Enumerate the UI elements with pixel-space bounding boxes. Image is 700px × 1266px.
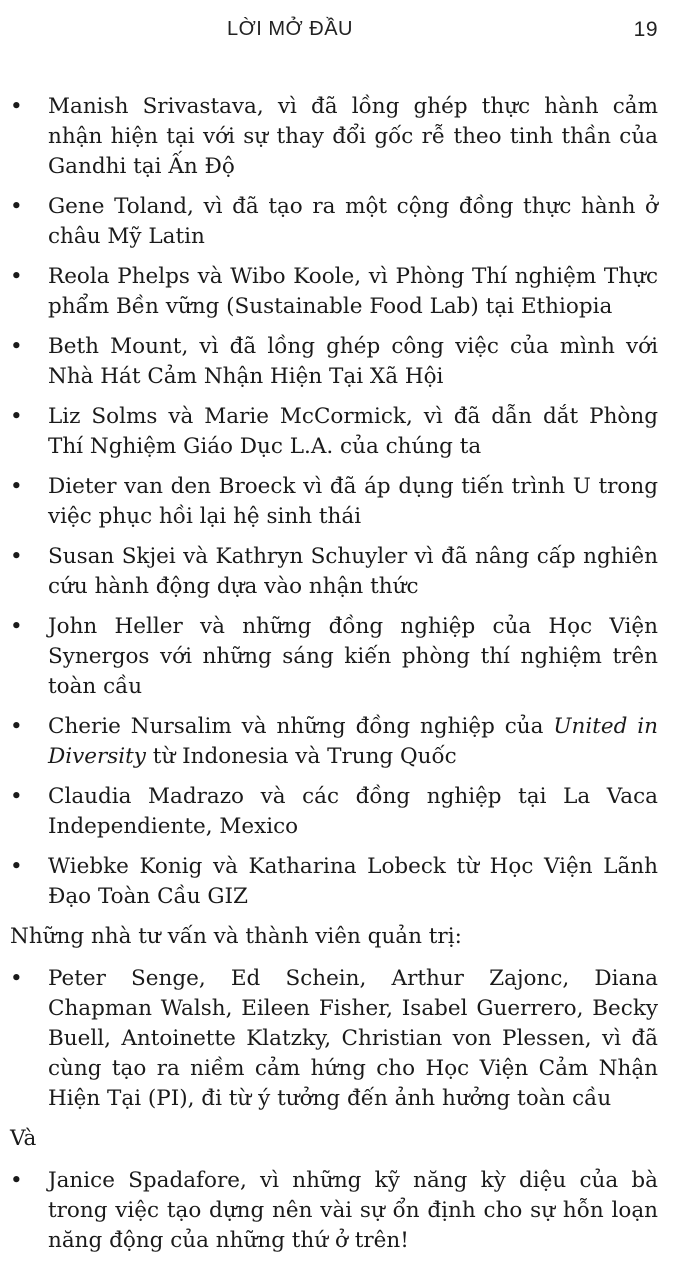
page-header [0, 14, 700, 48]
and-heading: Và [10, 1126, 37, 1151]
list-item [10, 92, 658, 182]
list-item [10, 402, 658, 462]
chapter-title: LỜI MỞ ĐẦU [227, 18, 353, 40]
list-item-italic-text: United in Diversity [48, 714, 658, 769]
list-item [10, 612, 658, 702]
bullet-icon: • [10, 966, 23, 991]
bullet-icon: • [10, 544, 23, 569]
bullet-icon: • [10, 714, 23, 739]
list-item [10, 332, 658, 392]
list-item-text: Susan Skjei và Kathryn Schuyler vì đã nâng cấp nghiên cứu hành động dựa vào nhận thức [48, 544, 658, 599]
page-number: 19 [633, 18, 658, 41]
final-list [10, 1166, 658, 1256]
list-item-text: Janice Spadafore, vì những kỹ năng kỳ diệu của bà trong việc tạo dựng nên vài sự ổn định cho sự hỗn loạn năng động của những thứ ở trên! [48, 1168, 658, 1253]
advisors-list [10, 964, 658, 1114]
list-item [10, 262, 658, 322]
bullet-icon: • [10, 474, 23, 499]
list-item [10, 712, 658, 772]
bullet-icon: • [10, 784, 23, 809]
advisors-heading: Những nhà tư vấn và thành viên quản trị: [10, 924, 462, 949]
bullet-icon: • [10, 1168, 23, 1193]
list-item-text: Manish Srivastava, vì đã lồng ghép thực hành cảm nhận hiện tại với sự thay đổi gốc rễ theo tinh thần của Gandhi tại Ấn Độ [48, 94, 658, 179]
list-item [10, 1166, 658, 1256]
list-item-text: từ Indonesia và Trung Quốc [145, 744, 457, 769]
list-item [10, 782, 658, 842]
bullet-icon: • [10, 404, 23, 429]
bullet-icon: • [10, 854, 23, 879]
list-item-text: Liz Solms và Marie McCormick, vì đã dẫn dắt Phòng Thí Nghiệm Giáo Dục L.A. của chúng ta [48, 404, 658, 459]
bullet-icon: • [10, 334, 23, 359]
list-item-text: Cherie Nursalim và những đồng nghiệp của [48, 714, 554, 739]
bullet-icon: • [10, 614, 23, 639]
page-body [10, 92, 658, 1266]
list-item [10, 852, 658, 912]
list-item-text: Gene Toland, vì đã tạo ra một cộng đồng thực hành ở châu Mỹ Latin [48, 194, 658, 249]
list-item [10, 964, 658, 1114]
list-item-text: Beth Mount, vì đã lồng ghép công việc của mình với Nhà Hát Cảm Nhận Hiện Tại Xã Hội [48, 334, 658, 389]
list-item-text: John Heller và những đồng nghiệp của Học Viện Synergos với những sáng kiến phòng thí nghiệm trên toàn cầu [48, 614, 658, 699]
bullet-icon: • [10, 264, 23, 289]
list-item [10, 192, 658, 252]
bullet-icon: • [10, 94, 23, 119]
acknowledgement-list [10, 92, 658, 912]
bullet-icon: • [10, 194, 23, 219]
list-item-text: Reola Phelps và Wibo Koole, vì Phòng Thí nghiệm Thực phẩm Bền vững (Sustainable Food Lab) tại Ethiopia [48, 264, 658, 319]
list-item-text: Wiebke Konig và Katharina Lobeck từ Học Viện Lãnh Đạo Toàn Cầu GIZ [48, 854, 658, 909]
list-item-text: Dieter van den Broeck vì đã áp dụng tiến trình U trong việc phục hồi lại hệ sinh thái [48, 474, 658, 529]
list-item-text: Claudia Madrazo và các đồng nghiệp tại La Vaca Independiente, Mexico [48, 784, 658, 839]
list-item [10, 472, 658, 532]
list-item-text: Peter Senge, Ed Schein, Arthur Zajonc, Diana Chapman Walsh, Eileen Fisher, Isabel Guerrero, Becky Buell, Antoinette Klatzky, Christian von Plessen, vì đã cùng tạo ra niềm cảm hứng cho Học Viện Cảm Nhận Hiện Tại (PI), đi từ ý tưởng đến ảnh hưởng toàn cầu [48, 966, 658, 1111]
list-item [10, 542, 658, 602]
